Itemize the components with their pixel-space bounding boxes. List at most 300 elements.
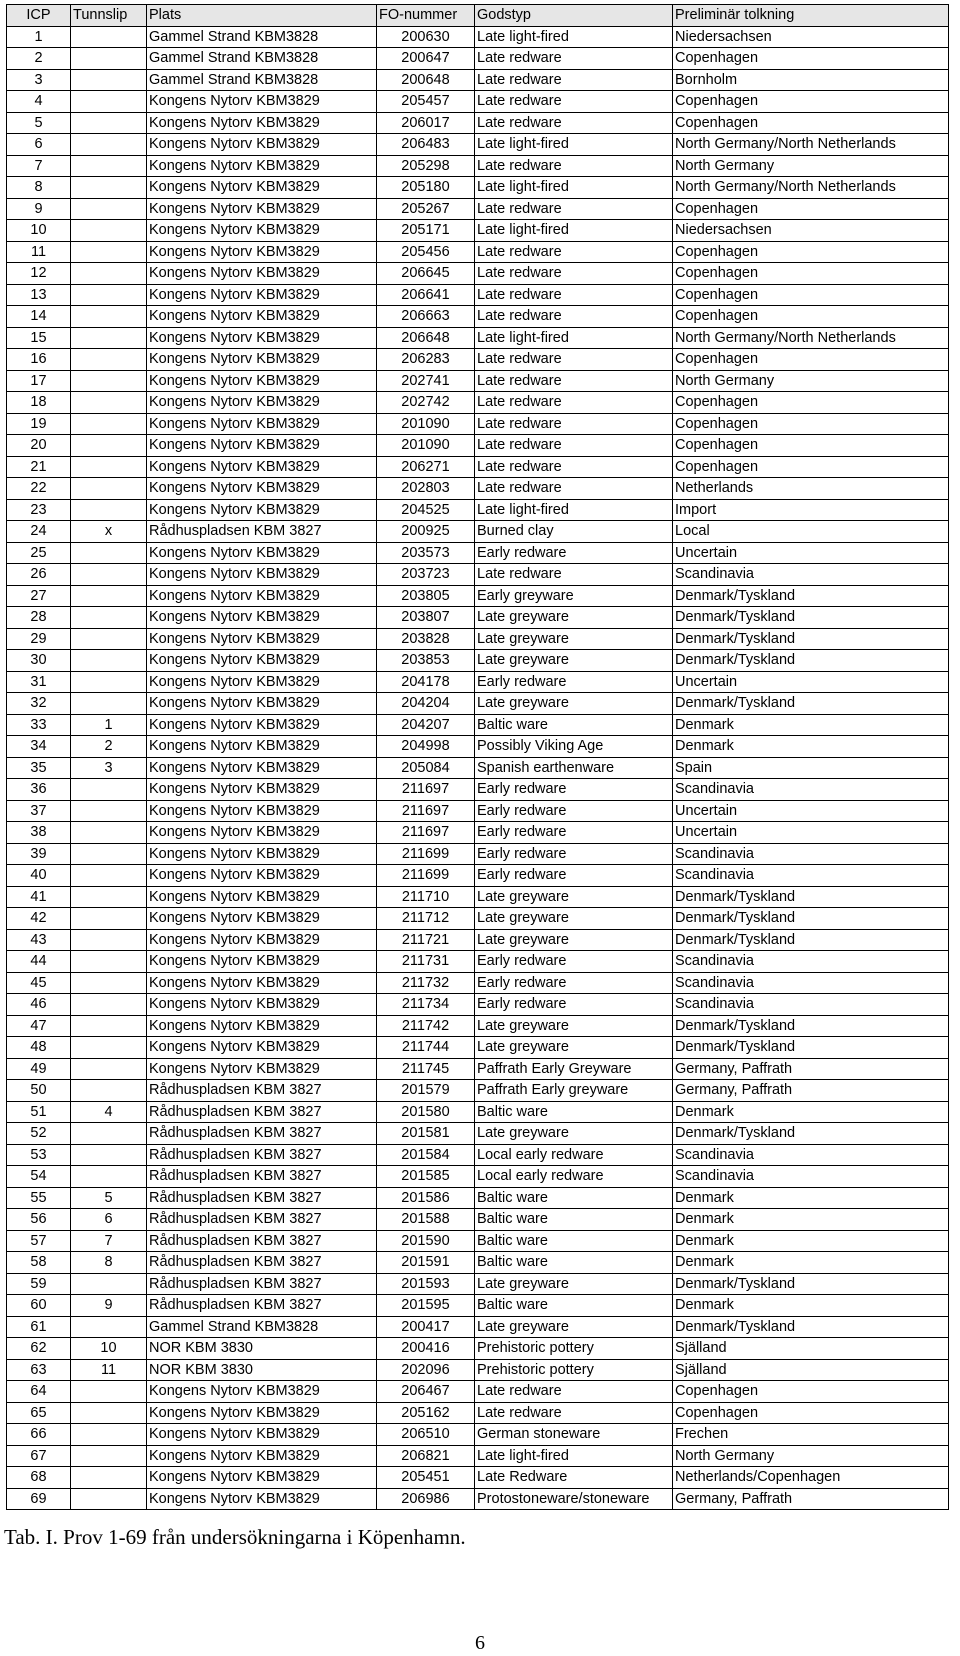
table-row [7,435,949,457]
cell-icp: 68 [7,1467,71,1489]
table-row [7,1273,949,1295]
cell-icp: 44 [7,951,71,973]
cell-tunnslip [71,843,147,865]
cell-fo-nummer: 211742 [377,1015,475,1037]
cell-tunnslip [71,478,147,500]
cell-godstyp: Late light-fired [475,327,673,349]
cell-icp: 50 [7,1080,71,1102]
cell-godstyp: Prehistoric pottery [475,1338,673,1360]
cell-plats: Kongens Nytorv KBM3829 [147,1424,377,1446]
cell-plats: Kongens Nytorv KBM3829 [147,757,377,779]
cell-icp: 51 [7,1101,71,1123]
table-row [7,306,949,328]
table-row [7,693,949,715]
cell-godstyp: Late redware [475,306,673,328]
table-row [7,1230,949,1252]
cell-fo-nummer: 204207 [377,714,475,736]
cell-tunnslip [71,650,147,672]
table-row [7,886,949,908]
cell-godstyp: Late redware [475,241,673,263]
cell-tunnslip [71,177,147,199]
cell-plats: Kongens Nytorv KBM3829 [147,929,377,951]
table-row [7,1424,949,1446]
cell-icp: 1 [7,26,71,48]
cell-fo-nummer: 211745 [377,1058,475,1080]
cell-tunnslip [71,1424,147,1446]
table-row [7,607,949,629]
cell-icp: 42 [7,908,71,930]
cell-preliminar-tolkning: Själland [673,1338,949,1360]
cell-icp: 38 [7,822,71,844]
cell-godstyp: Late greyware [475,908,673,930]
cell-tunnslip [71,908,147,930]
cell-godstyp: Late redware [475,564,673,586]
cell-preliminar-tolkning: Copenhagen [673,392,949,414]
cell-tunnslip [71,456,147,478]
cell-icp: 36 [7,779,71,801]
cell-godstyp: Late redware [475,435,673,457]
cell-icp: 13 [7,284,71,306]
cell-tunnslip: 7 [71,1230,147,1252]
cell-fo-nummer: 211699 [377,843,475,865]
cell-preliminar-tolkning: Scandinavia [673,564,949,586]
cell-preliminar-tolkning: Copenhagen [673,112,949,134]
cell-fo-nummer: 205451 [377,1467,475,1489]
cell-icp: 15 [7,327,71,349]
table-caption: Tab. I. Prov 1-69 från undersökningarna i Köpenhamn. [4,1525,466,1549]
cell-fo-nummer: 200648 [377,69,475,91]
table-row [7,628,949,650]
table-row [7,1123,949,1145]
cell-preliminar-tolkning: Copenhagen [673,456,949,478]
cell-tunnslip [71,134,147,156]
table-row [7,177,949,199]
cell-icp: 62 [7,1338,71,1360]
table-row [7,26,949,48]
cell-fo-nummer: 211721 [377,929,475,951]
cell-godstyp: Early redware [475,779,673,801]
cell-tunnslip [71,26,147,48]
cell-tunnslip [71,585,147,607]
cell-icp: 65 [7,1402,71,1424]
cell-tunnslip [71,972,147,994]
cell-tunnslip [71,822,147,844]
cell-preliminar-tolkning: Netherlands [673,478,949,500]
table-row [7,499,949,521]
cell-fo-nummer: 201586 [377,1187,475,1209]
cell-preliminar-tolkning: Denmark [673,736,949,758]
cell-godstyp: Baltic ware [475,1252,673,1274]
cell-plats: Rådhuspladsen KBM 3827 [147,1209,377,1231]
cell-tunnslip [71,1402,147,1424]
cell-preliminar-tolkning: North Germany [673,155,949,177]
page-number: 6 [475,1632,485,1654]
cell-tunnslip [71,1144,147,1166]
cell-fo-nummer: 206510 [377,1424,475,1446]
table-row [7,714,949,736]
table-row [7,843,949,865]
cell-tunnslip [71,198,147,220]
table-row [7,1402,949,1424]
cell-fo-nummer: 211699 [377,865,475,887]
cell-icp: 35 [7,757,71,779]
column-header-preliminar-tolkning: Preliminär tolkning [673,5,949,27]
cell-tunnslip [71,1316,147,1338]
cell-icp: 8 [7,177,71,199]
cell-godstyp: German stoneware [475,1424,673,1446]
cell-tunnslip [71,69,147,91]
cell-preliminar-tolkning: Denmark [673,1187,949,1209]
cell-godstyp: Possibly Viking Age [475,736,673,758]
cell-plats: Kongens Nytorv KBM3829 [147,585,377,607]
cell-icp: 55 [7,1187,71,1209]
cell-godstyp: Early redware [475,800,673,822]
cell-godstyp: Late light-fired [475,220,673,242]
cell-tunnslip [71,392,147,414]
cell-plats: Kongens Nytorv KBM3829 [147,1488,377,1510]
cell-godstyp: Late light-fired [475,134,673,156]
cell-plats: Kongens Nytorv KBM3829 [147,736,377,758]
table-row [7,134,949,156]
cell-icp: 22 [7,478,71,500]
cell-plats: Rådhuspladsen KBM 3827 [147,1144,377,1166]
cell-godstyp: Late redware [475,349,673,371]
cell-icp: 29 [7,628,71,650]
table-row [7,1488,949,1510]
table-row [7,1037,949,1059]
cell-godstyp: Baltic ware [475,1209,673,1231]
cell-fo-nummer: 203805 [377,585,475,607]
cell-preliminar-tolkning: Scandinavia [673,972,949,994]
cell-icp: 3 [7,69,71,91]
column-header-godstyp: Godstyp [475,5,673,27]
cell-preliminar-tolkning: Copenhagen [673,1402,949,1424]
cell-plats: Kongens Nytorv KBM3829 [147,714,377,736]
cell-fo-nummer: 201585 [377,1166,475,1188]
cell-fo-nummer: 203807 [377,607,475,629]
cell-preliminar-tolkning: Niedersachsen [673,26,949,48]
cell-preliminar-tolkning: Själland [673,1359,949,1381]
cell-icp: 7 [7,155,71,177]
cell-preliminar-tolkning: Import [673,499,949,521]
cell-godstyp: Baltic ware [475,1101,673,1123]
cell-fo-nummer: 211731 [377,951,475,973]
cell-preliminar-tolkning: Denmark [673,1252,949,1274]
cell-preliminar-tolkning: North Germany [673,370,949,392]
cell-tunnslip: x [71,521,147,543]
cell-tunnslip [71,284,147,306]
cell-icp: 63 [7,1359,71,1381]
table-row [7,1445,949,1467]
cell-tunnslip [71,1015,147,1037]
cell-tunnslip: 10 [71,1338,147,1360]
table-row [7,1101,949,1123]
cell-tunnslip [71,263,147,285]
cell-godstyp: Paffrath Early Greyware [475,1058,673,1080]
cell-preliminar-tolkning: Copenhagen [673,284,949,306]
cell-icp: 66 [7,1424,71,1446]
cell-preliminar-tolkning: Denmark/Tyskland [673,585,949,607]
cell-plats: Kongens Nytorv KBM3829 [147,91,377,113]
cell-tunnslip [71,671,147,693]
cell-godstyp: Late redware [475,284,673,306]
cell-preliminar-tolkning: Denmark [673,1101,949,1123]
cell-plats: Rådhuspladsen KBM 3827 [147,1187,377,1209]
table-row [7,241,949,263]
cell-icp: 46 [7,994,71,1016]
table-row [7,1316,949,1338]
cell-fo-nummer: 201590 [377,1230,475,1252]
cell-icp: 69 [7,1488,71,1510]
cell-fo-nummer: 202742 [377,392,475,414]
cell-fo-nummer: 202803 [377,478,475,500]
cell-plats: Kongens Nytorv KBM3829 [147,413,377,435]
cell-fo-nummer: 205456 [377,241,475,263]
cell-fo-nummer: 206483 [377,134,475,156]
cell-fo-nummer: 201593 [377,1273,475,1295]
table-row [7,951,949,973]
cell-godstyp: Late light-fired [475,1445,673,1467]
cell-preliminar-tolkning: Bornholm [673,69,949,91]
cell-tunnslip [71,1381,147,1403]
cell-plats: Kongens Nytorv KBM3829 [147,456,377,478]
cell-plats: Kongens Nytorv KBM3829 [147,392,377,414]
cell-plats: Kongens Nytorv KBM3829 [147,499,377,521]
cell-fo-nummer: 211712 [377,908,475,930]
cell-plats: Gammel Strand KBM3828 [147,1316,377,1338]
cell-icp: 34 [7,736,71,758]
cell-plats: NOR KBM 3830 [147,1338,377,1360]
cell-tunnslip [71,91,147,113]
cell-icp: 4 [7,91,71,113]
cell-tunnslip: 4 [71,1101,147,1123]
table-row [7,671,949,693]
cell-godstyp: Protostoneware/stoneware [475,1488,673,1510]
table-row [7,972,949,994]
table-row [7,800,949,822]
cell-plats: Kongens Nytorv KBM3829 [147,908,377,930]
cell-preliminar-tolkning: Denmark [673,714,949,736]
cell-godstyp: Late redware [475,198,673,220]
table-row [7,456,949,478]
cell-preliminar-tolkning: Scandinavia [673,951,949,973]
cell-icp: 25 [7,542,71,564]
cell-icp: 18 [7,392,71,414]
cell-preliminar-tolkning: Denmark/Tyskland [673,1316,949,1338]
cell-preliminar-tolkning: Copenhagen [673,263,949,285]
cell-fo-nummer: 204525 [377,499,475,521]
cell-godstyp: Late light-fired [475,499,673,521]
cell-fo-nummer: 206271 [377,456,475,478]
cell-tunnslip [71,1037,147,1059]
cell-tunnslip [71,435,147,457]
cell-godstyp: Late light-fired [475,26,673,48]
cell-godstyp: Baltic ware [475,1230,673,1252]
cell-icp: 28 [7,607,71,629]
cell-preliminar-tolkning: North Germany/North Netherlands [673,327,949,349]
cell-preliminar-tolkning: Copenhagen [673,241,949,263]
cell-preliminar-tolkning: Scandinavia [673,843,949,865]
cell-icp: 20 [7,435,71,457]
cell-preliminar-tolkning: Copenhagen [673,435,949,457]
cell-godstyp: Late greyware [475,929,673,951]
cell-godstyp: Late redware [475,69,673,91]
cell-fo-nummer: 203573 [377,542,475,564]
cell-tunnslip: 9 [71,1295,147,1317]
cell-tunnslip [71,994,147,1016]
cell-tunnslip: 8 [71,1252,147,1274]
table-row [7,370,949,392]
cell-godstyp: Late redware [475,263,673,285]
cell-godstyp: Spanish earthenware [475,757,673,779]
cell-icp: 9 [7,198,71,220]
cell-tunnslip [71,1445,147,1467]
cell-fo-nummer: 201595 [377,1295,475,1317]
cell-fo-nummer: 201579 [377,1080,475,1102]
cell-plats: Kongens Nytorv KBM3829 [147,1402,377,1424]
cell-tunnslip [71,1058,147,1080]
cell-preliminar-tolkning: North Germany [673,1445,949,1467]
cell-tunnslip: 1 [71,714,147,736]
table-row [7,1209,949,1231]
cell-preliminar-tolkning: North Germany/North Netherlands [673,177,949,199]
cell-godstyp: Early greyware [475,585,673,607]
table-row [7,1144,949,1166]
cell-icp: 26 [7,564,71,586]
cell-icp: 16 [7,349,71,371]
cell-godstyp: Early redware [475,994,673,1016]
cell-godstyp: Early redware [475,951,673,973]
cell-tunnslip: 2 [71,736,147,758]
cell-fo-nummer: 206986 [377,1488,475,1510]
cell-tunnslip [71,865,147,887]
table-row [7,1381,949,1403]
cell-plats: Kongens Nytorv KBM3829 [147,822,377,844]
cell-plats: Rådhuspladsen KBM 3827 [147,1295,377,1317]
cell-preliminar-tolkning: Denmark/Tyskland [673,607,949,629]
cell-plats: Kongens Nytorv KBM3829 [147,1037,377,1059]
table-row [7,865,949,887]
cell-fo-nummer: 200647 [377,48,475,70]
table-row [7,1338,949,1360]
cell-plats: Rådhuspladsen KBM 3827 [147,1252,377,1274]
cell-tunnslip [71,1123,147,1145]
cell-fo-nummer: 202096 [377,1359,475,1381]
cell-godstyp: Late redware [475,1402,673,1424]
cell-icp: 21 [7,456,71,478]
cell-tunnslip [71,1273,147,1295]
cell-godstyp: Early redware [475,865,673,887]
cell-plats: Kongens Nytorv KBM3829 [147,220,377,242]
cell-fo-nummer: 203828 [377,628,475,650]
cell-plats: Kongens Nytorv KBM3829 [147,951,377,973]
table-row [7,1359,949,1381]
cell-tunnslip [71,951,147,973]
cell-icp: 10 [7,220,71,242]
cell-godstyp: Late redware [475,1381,673,1403]
cell-icp: 53 [7,1144,71,1166]
cell-icp: 54 [7,1166,71,1188]
cell-godstyp: Late redware [475,392,673,414]
cell-tunnslip: 3 [71,757,147,779]
cell-plats: Kongens Nytorv KBM3829 [147,779,377,801]
cell-fo-nummer: 204178 [377,671,475,693]
cell-fo-nummer: 204204 [377,693,475,715]
cell-plats: Kongens Nytorv KBM3829 [147,628,377,650]
cell-godstyp: Late greyware [475,650,673,672]
cell-plats: Rådhuspladsen KBM 3827 [147,1230,377,1252]
cell-godstyp: Late redware [475,155,673,177]
cell-preliminar-tolkning: Frechen [673,1424,949,1446]
cell-plats: Rådhuspladsen KBM 3827 [147,1166,377,1188]
cell-godstyp: Early redware [475,822,673,844]
cell-godstyp: Late redware [475,456,673,478]
cell-icp: 17 [7,370,71,392]
cell-tunnslip [71,1166,147,1188]
cell-godstyp: Local early redware [475,1166,673,1188]
cell-preliminar-tolkning: Uncertain [673,671,949,693]
cell-tunnslip [71,1467,147,1489]
cell-plats: Kongens Nytorv KBM3829 [147,693,377,715]
table-row [7,91,949,113]
cell-godstyp: Baltic ware [475,714,673,736]
cell-fo-nummer: 211697 [377,800,475,822]
cell-tunnslip [71,542,147,564]
cell-icp: 60 [7,1295,71,1317]
table-row [7,1166,949,1188]
cell-tunnslip [71,349,147,371]
cell-fo-nummer: 200417 [377,1316,475,1338]
table-row [7,1467,949,1489]
cell-icp: 40 [7,865,71,887]
cell-icp: 2 [7,48,71,70]
samples-table [6,4,949,1510]
cell-tunnslip [71,693,147,715]
cell-godstyp: Late greyware [475,1123,673,1145]
cell-fo-nummer: 206467 [377,1381,475,1403]
cell-preliminar-tolkning: Uncertain [673,542,949,564]
cell-godstyp: Late greyware [475,1015,673,1037]
table-row [7,1058,949,1080]
cell-tunnslip [71,112,147,134]
cell-preliminar-tolkning: Local [673,521,949,543]
cell-preliminar-tolkning: Copenhagen [673,349,949,371]
cell-tunnslip [71,155,147,177]
cell-plats: Kongens Nytorv KBM3829 [147,607,377,629]
table-row [7,521,949,543]
cell-godstyp: Late greyware [475,628,673,650]
cell-plats: Rådhuspladsen KBM 3827 [147,1273,377,1295]
cell-tunnslip [71,327,147,349]
cell-fo-nummer: 205457 [377,91,475,113]
cell-tunnslip [71,48,147,70]
cell-preliminar-tolkning: Scandinavia [673,865,949,887]
cell-preliminar-tolkning: Niedersachsen [673,220,949,242]
cell-fo-nummer: 211697 [377,779,475,801]
cell-icp: 48 [7,1037,71,1059]
cell-fo-nummer: 205162 [377,1402,475,1424]
cell-plats: Kongens Nytorv KBM3829 [147,650,377,672]
cell-plats: Gammel Strand KBM3828 [147,26,377,48]
cell-plats: Kongens Nytorv KBM3829 [147,327,377,349]
cell-fo-nummer: 206663 [377,306,475,328]
cell-tunnslip [71,220,147,242]
cell-godstyp: Early redware [475,542,673,564]
table-row [7,392,949,414]
cell-plats: Kongens Nytorv KBM3829 [147,671,377,693]
cell-plats: Kongens Nytorv KBM3829 [147,865,377,887]
cell-icp: 5 [7,112,71,134]
